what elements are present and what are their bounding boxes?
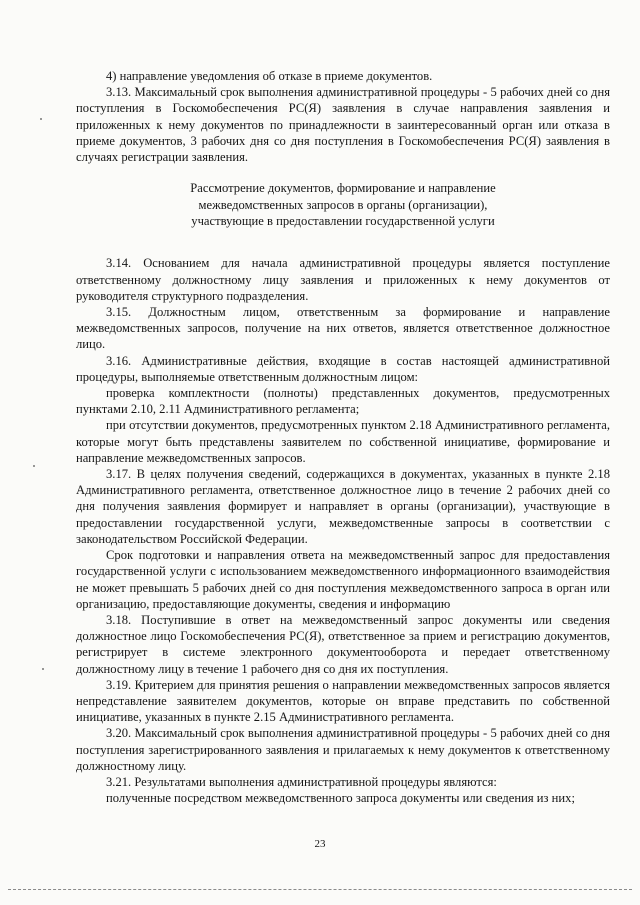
paragraph: 3.13. Максимальный срок выполнения административной процедуры - 5 рабочих дней со дня поступления в Госкомобеспечения РС(Я) заявления в случае направления заявления и приложенных к нему документов по принадлежности в заинтересованный орган или отказа в приеме документов, 3 рабочих дня со дня поступления в Госкомобеспечения РС(Я) заявления в случаях регистрации заявления. — [76, 85, 610, 165]
section-heading-line: межведомственных запросов в органы (организации), — [198, 197, 488, 212]
document-page — [76, 68, 610, 806]
section-heading-line: участвующие в предоставлении государственной услуги — [191, 214, 495, 229]
section-heading — [76, 180, 610, 229]
scan-speck — [42, 668, 44, 670]
paragraph-3-14: 3.14. Основанием для начала административной процедуры является поступление ответственному должностному лицу заявления и приложенных к нему документов от руководителя структурного подразделения. — [76, 256, 610, 303]
scan-speck — [33, 465, 35, 467]
paragraph-3-20: 3.20. Максимальный срок выполнения административной процедуры - 5 рабочих дней со дня поступления зарегистрированного заявления и прилагаемых к нему документов к ответственному должностному лицу. — [76, 726, 610, 773]
paragraph: при отсутствии документов, предусмотренных пунктом 2.18 Административного регламента, которые могут быть представлены заявителем по собственной инициативе, формирование и направление межведомственных запросов. — [76, 418, 610, 465]
paragraph: Срок подготовки и направления ответа на межведомственный запрос для предоставления государственной услуги с использованием межведомственного информационного взаимодействия не может превышать 5 рабочих дней со дня поступления межведомственного запроса в орган или организацию, предоставляющие документы, сведения и информацию — [76, 548, 610, 611]
paragraph-3-18: 3.18. Поступившие в ответ на межведомственный запрос документы или сведения должностное лицо Госкомобеспечения РС(Я), ответственное за прием и регистрацию документов, регистрирует в системе электронного документооборота и передает ответственному должностному лицу в течение 1 рабочего дня со дня их поступления. — [76, 612, 610, 676]
paragraph: проверка комплектности (полноты) представленных документов, предусмотренных пунктами 2.10, 2.11 Административного регламента; — [76, 386, 610, 417]
paragraph-3-16: 3.16. Административные действия, входящие в состав настоящей административной процедуры, выполняемые ответственным должностным лицом: — [76, 353, 610, 384]
paragraph-3-15: 3.15. Должностным лицом, ответственным за формирование и направление межведомственных запросов, получение на них ответов, является ответственное должностное лицо. — [76, 305, 610, 352]
section-heading-line: Рассмотрение документов, формирование и направление — [190, 181, 496, 196]
paragraph: полученные посредством межведомственного запроса документы или сведения из них; — [106, 791, 575, 806]
scan-speck — [40, 118, 42, 120]
paragraph-3-21: 3.21. Результатами выполнения административной процедуры являются: — [106, 774, 497, 789]
paragraph-3-17: 3.17. В целях получения сведений, содержащихся в документах, указанных в пункте 2.18 Административного регламента, ответственное должностное лицо в течение 2 рабочих дней со дня получения заявления формирует и направляет в органы (организации), участвующие в предоставлении государственной услуги, межведомственные запросы в соответствии с законодательством Российской Федерации. — [76, 467, 610, 546]
page-number: 23 — [314, 838, 326, 850]
paragraph-3-19: 3.19. Критерием для принятия решения о направлении межведомственных запросов является непредставление заявителем документов, которые он вправе представить по собственной инициативе, указанных в пункте 2.15 Административного регламента. — [76, 677, 610, 725]
paragraph: 4) направление уведомления об отказе в приеме документов. — [106, 69, 433, 83]
scan-edge-line — [8, 889, 632, 890]
